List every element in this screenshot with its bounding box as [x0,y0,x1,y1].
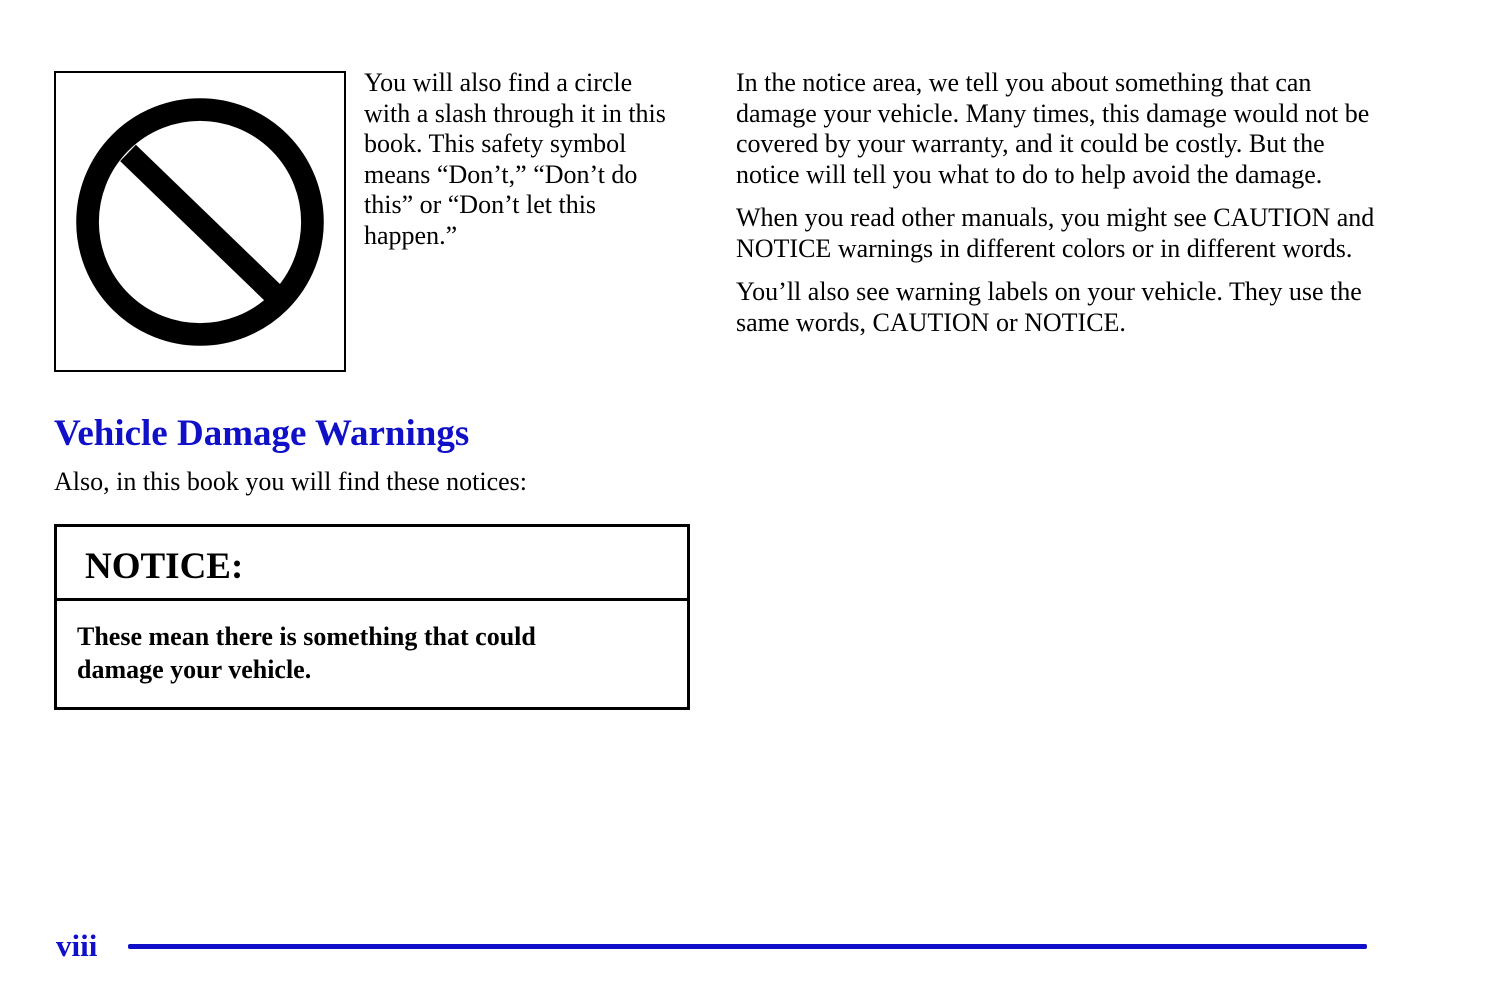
section-intro: Also, in this book you will find these notices: [54,467,528,496]
notice-body: These mean there is something that could damage your vehicle. [77,622,536,684]
safety-symbol-box [54,71,346,372]
paragraph-other-manuals: When you read other manuals, you might see CAUTION and NOTICE warnings in different colors or in different words. [736,203,1375,263]
notice-box [54,524,690,710]
prohibition-icon [56,73,344,370]
right-column [736,68,1376,351]
paragraph-notice-area: In the notice area, we tell you about something that can damage your vehicle. Many times, this damage would not be covered by your warranty, and it could be costly. But the notice will tell you what to do to help avoid the damage. [736,68,1370,189]
page-number: viii [56,928,98,963]
paragraph-warning-labels: You’ll also see warning labels on your vehicle. They use the same words, CAUTION or NOTICE. [736,277,1362,337]
symbol-description: You will also find a circle with a slash through it in this book. This safety symbol means “Don’t,” “Don’t do this” or “Don’t let this happen.” [364,68,666,250]
footer-rule [128,944,1367,949]
section-heading: Vehicle Damage Warnings [54,413,470,454]
notice-title: NOTICE: [57,527,687,601]
